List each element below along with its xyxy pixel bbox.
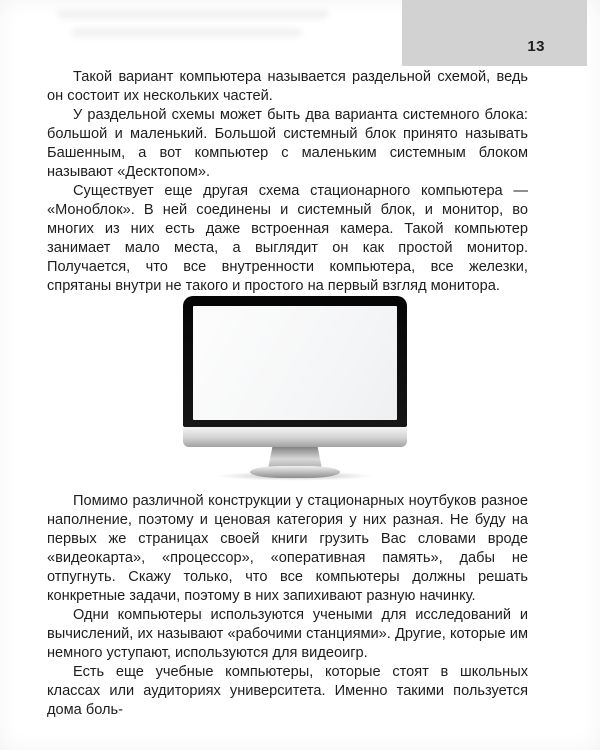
- paragraph: Одни компьютеры используются учеными для исследований и вычислений, их называют «рабочими станциями». Другие, которые им немного уступают, используются для видеоигр.: [47, 607, 528, 661]
- monitor-chin: [183, 427, 407, 447]
- paragraph: Существует еще другая схема стационарного компьютера — «Моноблок». В ней соединены и системный блок, и монитор, во многих из них есть даже встроенная камера. Такой компьютер занимает мало места, а выглядит он как простой монитор. Получается, что все внутренности компьютера, все железки, спрятаны внутри не такого и простого на первый взгляд монитора.: [47, 183, 528, 294]
- page-number: 13: [527, 38, 545, 55]
- page-header-block: [402, 0, 587, 66]
- monitor-illustration: [47, 296, 528, 482]
- scan-bleed-through: [58, 8, 348, 42]
- monitor-stand-base: [250, 466, 340, 478]
- paragraph: Есть еще учебные компьютеры, которые стоят в школьных классах или аудиториях университета. Именно такими пользуется дома боль-: [47, 664, 528, 718]
- paragraph: Такой вариант компьютера называется раздельной схемой, ведь он состоит их нескольких частей.: [47, 69, 528, 104]
- monitor-bezel: [183, 296, 407, 427]
- desktop-monitor: [183, 296, 407, 481]
- page-text-column: [47, 68, 528, 720]
- monitor-screen: [193, 306, 397, 420]
- paragraph: Помимо различной конструкции у стационарных ноутбуков разное наполнение, поэтому и ценовая категория у них разная. Не буду на первых же страницах своей книги грузить Вас словами вроде «видеокарта», «процессор», «оперативная память», дабы не отпугнуть. Скажу только, что все компьютеры должны решать конкретные задачи, поэтому в них запихивают разную начинку.: [47, 493, 528, 604]
- paragraph: У раздельной схемы может быть два варианта системного блока: большой и маленький. Большой системный блок принято называть Башенным, а вот компьютер с маленьким системным блоком называют «Десктопом».: [47, 107, 528, 180]
